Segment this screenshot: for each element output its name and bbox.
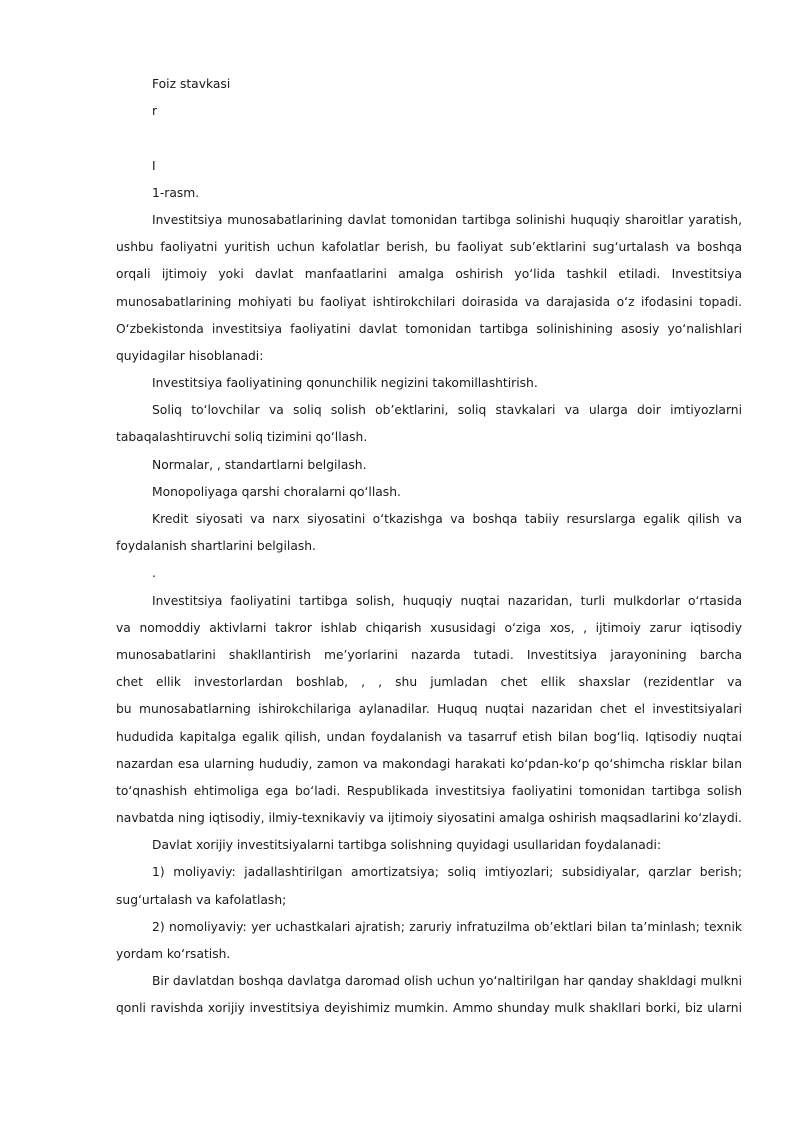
list-item: Investitsiya faoliyatining qonunchilik negizini takomillashtirish. [152, 376, 538, 391]
paragraph-line: bu munosabatlarning ishirokchilariga aylanadilar. Huquq nuqtai nazaridan chet el investitsiyalari [116, 702, 742, 717]
paragraph-line: Davlat xorijiy investitsiyalarni tartibga solishning quyidagi usullaridan foydalanadi: [152, 838, 662, 853]
paragraph-line: O‘zbekistonda investitsiya faoliyatini davlat tomonidan tartibga solinishining asosiy yo‘nalishlari [116, 321, 742, 336]
figure-caption: 1-rasm. [152, 185, 200, 200]
list-item-continuation: foydalanish shartlarini belgilash. [116, 539, 316, 554]
figure-label-r: r [152, 104, 158, 119]
paragraph-line: navbatda ning iqtisodiy, ilmiy-texnikaviy va ijtimoiy siyosatini amalga oshirish maqsadlarini ko‘zlaydi. [116, 811, 742, 826]
list-item-continuation: yordam ko‘rsatish. [116, 947, 231, 961]
paragraph-line: hududida kapitalga egalik qilish, undan foydalanish va tasarruf etish bilan bog‘liq. Iqtisodiy nuqtai [116, 729, 742, 744]
list-item-continuation: sug‘urtalash va kafolatlash; [116, 892, 287, 907]
paragraph-line: va nomoddiy aktivlarni takror ishlab chiqarish xususidagi o‘ziga xos, , ijtimoiy zarur iqtisodiy [116, 620, 742, 635]
paragraph-line: Bir davlatdan boshqa davlatga daromad olish uchun yo‘naltirilgan har qanday shakldagi mulkni [152, 974, 742, 989]
list-item: 2) nomoliyaviy: yer uchastkalari ajratish; zaruriy infratuzilma ob’ektlari bilan ta’minlash; texnik [152, 919, 742, 934]
paragraph-line: chet ellik investorlardan boshlab, , , shu jumladan chet ellik shaxslar (rezidentlar va [116, 675, 742, 690]
list-item: Normalar, , standartlarni belgilash. [152, 457, 367, 472]
list-item: Monopoliyaga qarshi choralarni qo‘llash. [152, 484, 401, 499]
paragraph-line: ushbu faoliyatni yuritish uchun kafolatlar berish, bu faoliyat sub’ektlarini sug‘urtalash va boshqa [116, 240, 742, 255]
figure-label-i: I [152, 158, 156, 173]
figure-label-interest-rate: Foiz stavkasi [152, 77, 231, 91]
paragraph-line: munosabatlarini shakllantirish me’yorlarini nazarda tutadi. Investitsiya jarayonining barcha [116, 647, 742, 662]
paragraph-line: orqali ijtimoiy yoki davlat manfaatlarini amalga oshirish yo‘lida tashkil etiladi. Investitsiya [116, 267, 742, 282]
paragraph-line: Investitsiya faoliyatini tartibga solish, huquqiy nuqtai nazaridan, turli mulkdorlar o‘rtasida [152, 593, 742, 608]
paragraph-line: nazardan esa ularning hududiy, zamon va makondagi harakati ko‘pdan-ko‘p qo‘shimcha risklar bilan [116, 756, 742, 771]
list-item: 1) moliyaviy: jadallashtirilgan amortizatsiya; soliq imtiyozlari; subsidiyalar, qarzlar berish; [152, 865, 742, 880]
list-item: . [152, 566, 156, 581]
paragraph-line: to‘qnashish ehtimoliga ega bo‘ladi. Respublikada investitsiya faoliyatini tomonidan tartibga solish [116, 783, 742, 798]
list-item: Kredit siyosati va narx siyosatini o‘tkazishga va boshqa tabiiy resurslarga egalik qilish va [152, 512, 742, 526]
document-page [116, 71, 742, 1023]
paragraph-line: Investitsiya munosabatlarining davlat tomonidan tartibga solinishi huquqiy sharoitlar yaratish, [152, 212, 742, 227]
list-item-continuation: tabaqalashtiruvchi soliq tizimini qo‘llash. [116, 430, 368, 445]
list-item: Soliq to‘lovchilar va soliq solish ob’ektlarini, soliq stavkalari va ularga doir imtiyozlarni [152, 403, 742, 418]
paragraph-line: munosabatlarining mohiyati bu faoliyat ishtirokchilari doirasida va darajasida o‘z ifodasini topadi. [116, 294, 742, 309]
paragraph-line: qonli ravishda xorijiy investitsiya deyishimiz mumkin. Ammo shunday mulk shakllari borki, biz ularni [116, 1001, 742, 1016]
blank-line [116, 125, 742, 152]
paragraph-line: quyidagilar hisoblanadi: [116, 348, 264, 363]
